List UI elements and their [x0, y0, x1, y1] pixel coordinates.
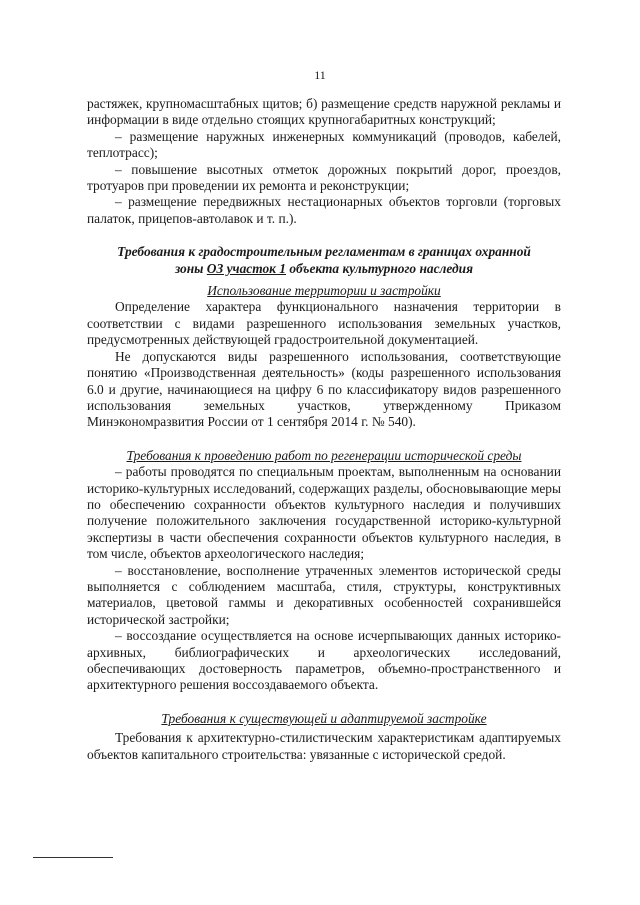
- intro-paragraph-2: – размещение наружных инженерных коммуникаций (проводов, кабелей, теплотрасс);: [87, 128, 561, 161]
- usage-paragraph-1: Определение характера функционального назначения территории в соответствии с видами разрешенного использования земельных участков, предусмотренных действующей градостроительной документацией.: [87, 299, 561, 348]
- section-title-line-1: Требования к градостроительным регламентам в границах охранной: [117, 244, 531, 260]
- regeneration-heading: Требования к проведению работ по регенерации исторической среды: [126, 447, 522, 463]
- usage-heading: Использование территории и застройки: [207, 283, 441, 299]
- section-title-prefix: зоны: [174, 260, 207, 276]
- document-body: [87, 96, 561, 763]
- regeneration-paragraph-2: – восстановление, восполнение утраченных элементов исторической среды выполняется с соблюдением масштаба, стиля, структуры, конструктивных материалов, цветовой гаммы и декоративных особенностей сохранившейся исторической застройки;: [87, 562, 561, 627]
- footnote-divider: [33, 857, 113, 858]
- regeneration-paragraph-3: – воссоздание осуществляется на основе исчерпывающих данных историко-архивных, библиографических и археологических исследований, обеспечивающих достоверность параметров, объемно-пространственного и архитектурного решения воссоздаваемого объекта.: [87, 628, 561, 693]
- regeneration-paragraph-1: – работы проводятся по специальным проектам, выполненным на основании историко-культурных исследований, содержащих разделы, обосновывающие меры по обеспечению сохранности объектов культурного наследия и получивших получение положительного заключения государственной историко-культурной экспертизы в части обеспечения сохранности объектов культурного наследия, в том числе, объектов археологического наследия;: [87, 464, 561, 562]
- zone-label: ОЗ участок 1: [206, 260, 286, 276]
- existing-paragraph-1: Требования к архитектурно-стилистическим характеристикам адаптируемых объектов капитального строительства: увязанные с исторической средой.: [87, 730, 561, 762]
- intro-paragraph-4: – размещение передвижных нестационарных объектов торговли (торговых палаток, прицепов-автолавок и т. п.).: [87, 194, 561, 226]
- usage-paragraph-2: Не допускаются виды разрешенного использования, соответствующие понятию «Производственная деятельность» (коды разрешенного использования 6.0 и другие, начинающиеся на цифру 6 по классификатору видов разрешенного использования земельных участков, утвержденному Приказом Минэкономразвития России от 1 сентября 2014 г. № 540).: [87, 348, 561, 430]
- section-title: [87, 244, 561, 277]
- page-number: 11: [314, 68, 326, 82]
- existing-heading: Требования к существующей и адаптируемой застройке: [161, 710, 487, 726]
- intro-paragraph-1: растяжек, крупномасштабных щитов; б) размещение средств наружной рекламы и информации в виде отдельно стоящих крупногабаритных конструкций;: [87, 96, 561, 128]
- intro-paragraph-3: – повышение высотных отметок дорожных покрытий дорог, проездов, тротуаров при проведении их ремонта и реконструкции;: [87, 161, 561, 194]
- section-title-suffix: объекта культурного наследия: [286, 260, 474, 276]
